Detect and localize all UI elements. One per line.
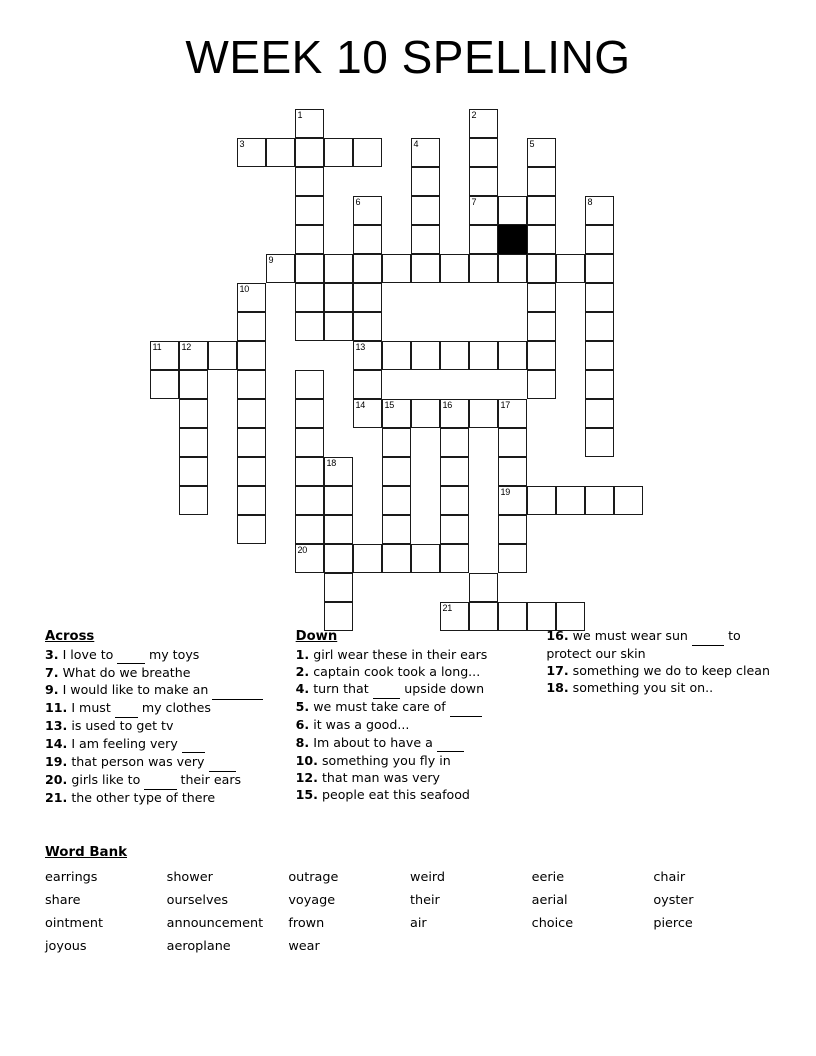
grid-cell[interactable] <box>295 515 324 544</box>
word-bank-word: joyous <box>45 939 87 954</box>
grid-cell[interactable] <box>411 167 440 196</box>
clue-text: the other type of there <box>71 790 216 806</box>
clue-text: we must wear sun to protect our skin <box>546 628 741 661</box>
grid-cell[interactable] <box>527 138 556 167</box>
cell-number: 3 <box>239 139 245 149</box>
grid-cell[interactable] <box>556 602 585 631</box>
clue-across-9 <box>45 682 274 700</box>
grid-cell[interactable] <box>324 544 353 573</box>
grid-cell[interactable] <box>411 254 440 283</box>
grid-cell[interactable] <box>179 457 208 486</box>
cell-number: 10 <box>239 284 250 294</box>
grid-cell[interactable] <box>440 602 469 631</box>
grid-cell[interactable] <box>440 399 469 428</box>
grid-cell[interactable] <box>411 225 440 254</box>
grid-cell[interactable] <box>150 341 179 370</box>
clue-number: 19. <box>45 753 68 769</box>
word-bank-word: outrage <box>288 870 339 885</box>
grid-cell[interactable] <box>527 196 556 225</box>
clue-text: something you sit on.. <box>572 680 714 696</box>
grid-cell[interactable] <box>411 196 440 225</box>
clue-text: that person was very <box>71 754 236 769</box>
word-bank-word: aeroplane <box>166 939 231 954</box>
grid-cell[interactable] <box>324 515 353 544</box>
clue-down-8 <box>296 735 525 753</box>
answer-blank <box>450 699 482 717</box>
clue-number: 12. <box>295 770 318 786</box>
grid-cell[interactable] <box>469 254 498 283</box>
clue-text: I love to my toys <box>63 647 200 662</box>
word-bank-list <box>45 866 775 958</box>
cell-number: 4 <box>413 139 419 149</box>
grid-cell[interactable] <box>237 515 266 544</box>
cell-number: 18 <box>326 458 337 468</box>
clue-across-11 <box>45 700 274 718</box>
cell-number: 21 <box>442 603 453 613</box>
word-bank-word: wear <box>288 939 320 954</box>
clue-lists <box>45 628 775 836</box>
clue-number: 4. <box>295 681 310 697</box>
clue-down-18 <box>546 680 775 697</box>
clue-number: 17. <box>546 662 569 678</box>
cell-number: 9 <box>268 255 274 265</box>
clue-down-5 <box>296 699 525 717</box>
clue-text: captain cook took a long... <box>313 663 481 679</box>
grid-cell[interactable] <box>469 138 498 167</box>
word-bank-word: choice <box>531 916 574 931</box>
clue-number: 20. <box>45 772 68 788</box>
grid-cell[interactable] <box>556 254 585 283</box>
grid-cell[interactable] <box>469 341 498 370</box>
clue-number: 15. <box>295 787 318 803</box>
clue-number: 21. <box>45 790 68 806</box>
clue-text: I would like to make an <box>63 682 263 697</box>
grid-cell[interactable] <box>498 341 527 370</box>
cell-number: 14 <box>355 400 366 410</box>
grid-cell[interactable] <box>585 196 614 225</box>
grid-cell[interactable] <box>179 341 208 370</box>
answer-blank <box>182 736 205 754</box>
grid-cell[interactable] <box>411 544 440 573</box>
grid-cell[interactable] <box>469 196 498 225</box>
grid-cell[interactable] <box>469 399 498 428</box>
grid-cell[interactable] <box>527 225 556 254</box>
clue-text: girls like to their ears <box>71 772 241 787</box>
grid-cell[interactable] <box>498 515 527 544</box>
clue-text: What do we breathe <box>62 664 191 680</box>
clue-down-12 <box>296 770 525 787</box>
clue-text: that man was very <box>321 770 440 786</box>
grid-cell[interactable] <box>498 602 527 631</box>
cell-number: 12 <box>181 342 192 352</box>
grid-cell[interactable] <box>411 138 440 167</box>
grid-cell[interactable] <box>353 138 382 167</box>
grid-cell[interactable] <box>353 341 382 370</box>
grid-cell[interactable] <box>295 167 324 196</box>
clue-across-20 <box>45 772 274 790</box>
clue-text: is used to get tv <box>71 718 174 734</box>
answer-blank <box>437 735 465 753</box>
grid-cell[interactable] <box>353 544 382 573</box>
grid-cell[interactable] <box>585 312 614 341</box>
grid-cell[interactable] <box>295 370 324 399</box>
grid-cell[interactable] <box>295 428 324 457</box>
grid-cell[interactable] <box>440 254 469 283</box>
clue-number: 10. <box>295 752 318 768</box>
word-bank-word: announcement <box>166 916 264 931</box>
grid-cell[interactable] <box>469 167 498 196</box>
grid-cell[interactable] <box>585 486 614 515</box>
grid-cell[interactable] <box>237 283 266 312</box>
clue-across-3 <box>45 647 274 665</box>
word-bank-word: voyage <box>288 893 336 908</box>
answer-blank <box>115 700 138 718</box>
grid-cell[interactable] <box>324 138 353 167</box>
grid-cell[interactable] <box>237 138 266 167</box>
grid-cell[interactable] <box>440 341 469 370</box>
grid-cell[interactable] <box>295 457 324 486</box>
answer-blank <box>212 682 263 700</box>
grid-cell[interactable] <box>382 428 411 457</box>
cell-number: 17 <box>500 400 511 410</box>
word-bank-word: weird <box>409 870 446 885</box>
clue-number: 11. <box>45 700 68 716</box>
answer-blank <box>373 681 401 699</box>
word-bank-word: shower <box>166 870 213 885</box>
clue-text: I am feeling very <box>71 736 204 751</box>
clue-down-10 <box>296 753 525 770</box>
grid-cell[interactable] <box>527 283 556 312</box>
clue-number: 2. <box>295 663 310 679</box>
grid-cell[interactable] <box>266 138 295 167</box>
cell-number: 13 <box>355 342 366 352</box>
grid-cell[interactable] <box>179 370 208 399</box>
word-bank-heading: Word Bank <box>45 845 128 860</box>
grid-cell[interactable] <box>295 138 324 167</box>
cell-number: 15 <box>384 400 395 410</box>
grid-cell[interactable] <box>237 428 266 457</box>
grid-cell[interactable] <box>237 399 266 428</box>
grid-cell[interactable] <box>382 457 411 486</box>
word-bank-word: share <box>45 893 81 908</box>
cell-number: 8 <box>587 197 593 207</box>
grid-cell[interactable] <box>295 486 324 515</box>
cell-number: 19 <box>500 487 511 497</box>
grid-cell[interactable] <box>150 370 179 399</box>
clue-number: 9. <box>45 682 59 698</box>
clue-down-1 <box>296 647 525 664</box>
grid-cell[interactable] <box>237 312 266 341</box>
cell-number: 7 <box>471 197 477 207</box>
grid-cell[interactable] <box>527 602 556 631</box>
word-bank-word: eerie <box>531 870 565 885</box>
clue-across-19 <box>45 754 274 772</box>
grid-cell[interactable] <box>440 515 469 544</box>
grid-cell[interactable] <box>324 254 353 283</box>
grid-cell[interactable] <box>266 254 295 283</box>
grid-cell[interactable] <box>469 225 498 254</box>
grid-cell[interactable] <box>585 254 614 283</box>
grid-cell[interactable] <box>585 225 614 254</box>
grid-cell[interactable] <box>353 370 382 399</box>
cell-number: 11 <box>152 342 162 352</box>
grid-cell[interactable] <box>527 312 556 341</box>
grid-cell[interactable] <box>498 486 527 515</box>
grid-cell[interactable] <box>585 283 614 312</box>
clue-text: it was a good... <box>313 717 410 733</box>
clue-text: Im about to have a <box>313 735 464 750</box>
grid-cell[interactable] <box>382 486 411 515</box>
across-heading: Across <box>45 629 95 644</box>
grid-cell[interactable] <box>527 486 556 515</box>
grid-cell[interactable] <box>382 254 411 283</box>
clue-number: 1. <box>295 646 310 662</box>
grid-cell[interactable] <box>527 341 556 370</box>
grid-cell[interactable] <box>295 283 324 312</box>
answer-blank <box>117 647 145 665</box>
grid-cell[interactable] <box>382 544 411 573</box>
word-bank-word: air <box>409 916 427 931</box>
clue-down-16 <box>546 628 775 662</box>
clue-text: something we do to keep clean <box>572 662 770 678</box>
cell-number: 20 <box>297 545 308 555</box>
grid-cell[interactable] <box>527 167 556 196</box>
grid-cell[interactable] <box>469 573 498 602</box>
word-bank-word: aerial <box>531 893 568 908</box>
grid-cell[interactable] <box>324 312 353 341</box>
grid-cell[interactable] <box>585 428 614 457</box>
clue-number: 13. <box>45 718 68 734</box>
answer-blank <box>144 772 176 790</box>
cell-number: 2 <box>471 110 477 120</box>
grid-cell[interactable] <box>295 399 324 428</box>
word-bank-word: oyster <box>653 893 694 908</box>
grid-cell[interactable] <box>469 602 498 631</box>
grid-cell[interactable] <box>295 196 324 225</box>
grid-cell[interactable] <box>295 312 324 341</box>
cell-number: 5 <box>529 139 535 149</box>
grid-cell[interactable] <box>498 428 527 457</box>
grid-cell[interactable] <box>324 486 353 515</box>
clue-down-6 <box>296 717 525 734</box>
word-bank-word: frown <box>288 916 325 931</box>
page-title: WEEK 10 SPELLING <box>185 31 631 83</box>
word-bank-empty <box>653 935 775 958</box>
grid-cell[interactable] <box>324 283 353 312</box>
grid-cell[interactable] <box>295 544 324 573</box>
grid-cell[interactable] <box>237 370 266 399</box>
clue-down-15 <box>296 787 525 804</box>
grid-cell[interactable] <box>498 254 527 283</box>
clue-down-17 <box>546 663 775 680</box>
clue-text: people eat this seafood <box>321 787 470 803</box>
grid-cell[interactable] <box>585 399 614 428</box>
grid-cell[interactable] <box>353 312 382 341</box>
cell-number: 1 <box>297 110 303 120</box>
answer-blank <box>692 628 724 646</box>
word-bank-word: earrings <box>45 870 98 885</box>
grid-cell[interactable] <box>440 486 469 515</box>
grid-cell[interactable] <box>353 196 382 225</box>
grid-cell[interactable] <box>179 399 208 428</box>
clue-text: we must take care of <box>313 699 482 714</box>
clue-text: I must my clothes <box>71 700 211 715</box>
grid-cell[interactable] <box>353 225 382 254</box>
word-bank-empty <box>410 935 532 958</box>
word-bank-word: ointment <box>45 916 103 931</box>
grid-cell[interactable] <box>295 225 324 254</box>
grid-cell[interactable] <box>179 486 208 515</box>
grid-cell[interactable] <box>353 399 382 428</box>
clue-number: 8. <box>295 734 310 750</box>
grid-cell[interactable] <box>324 457 353 486</box>
grid-cell[interactable] <box>469 109 498 138</box>
grid-cell[interactable] <box>411 341 440 370</box>
grid-cell[interactable] <box>498 196 527 225</box>
clue-text: turn that upside down <box>313 681 484 696</box>
grid-cell[interactable] <box>498 457 527 486</box>
grid-cell[interactable] <box>440 457 469 486</box>
grid-cell[interactable] <box>353 283 382 312</box>
answer-blank <box>209 754 237 772</box>
clue-number: 14. <box>45 735 68 751</box>
grid-cell[interactable] <box>411 399 440 428</box>
word-bank-empty <box>532 935 654 958</box>
clue-number: 7. <box>45 664 59 680</box>
word-bank-word: their <box>409 893 440 908</box>
cell-number: 16 <box>442 400 453 410</box>
grid-cell[interactable] <box>382 399 411 428</box>
word-bank-word: pierce <box>653 916 693 931</box>
grid-cell[interactable] <box>614 486 643 515</box>
grid-cell[interactable] <box>382 341 411 370</box>
grid-cell[interactable] <box>295 109 324 138</box>
clue-number: 3. <box>45 646 59 662</box>
grid-cell[interactable] <box>324 573 353 602</box>
word-bank-word: ourselves <box>166 893 229 908</box>
down-heading: Down <box>295 629 338 644</box>
clue-across-7 <box>45 665 274 682</box>
grid-cell[interactable] <box>237 341 266 370</box>
grid-block-cell <box>498 225 527 254</box>
clue-number: 5. <box>295 699 310 715</box>
grid-cell[interactable] <box>237 457 266 486</box>
clue-across-14 <box>45 736 274 754</box>
grid-cell[interactable] <box>527 370 556 399</box>
grid-cell[interactable] <box>382 515 411 544</box>
grid-cell[interactable] <box>353 254 382 283</box>
clue-text: something you fly in <box>321 752 451 768</box>
clue-text: girl wear these in their ears <box>313 646 488 662</box>
clue-down-4 <box>296 681 525 699</box>
word-bank-word: chair <box>653 870 686 885</box>
clue-number: 16. <box>546 628 569 643</box>
grid-cell[interactable] <box>440 428 469 457</box>
clue-number: 6. <box>295 717 310 733</box>
grid-cell[interactable] <box>179 428 208 457</box>
grid-cell[interactable] <box>527 254 556 283</box>
grid-cell[interactable] <box>498 399 527 428</box>
clue-across-13 <box>45 718 274 735</box>
grid-cell[interactable] <box>585 341 614 370</box>
grid-cell[interactable] <box>556 486 585 515</box>
clue-down-2 <box>296 664 525 681</box>
grid-cell[interactable] <box>208 341 237 370</box>
grid-cell[interactable] <box>237 486 266 515</box>
clue-number: 18. <box>546 680 569 696</box>
clue-across-21 <box>45 790 274 807</box>
grid-cell[interactable] <box>295 254 324 283</box>
grid-cell[interactable] <box>498 544 527 573</box>
cell-number: 6 <box>355 197 361 207</box>
grid-cell[interactable] <box>440 544 469 573</box>
grid-cell[interactable] <box>585 370 614 399</box>
grid-cell[interactable] <box>324 602 353 631</box>
